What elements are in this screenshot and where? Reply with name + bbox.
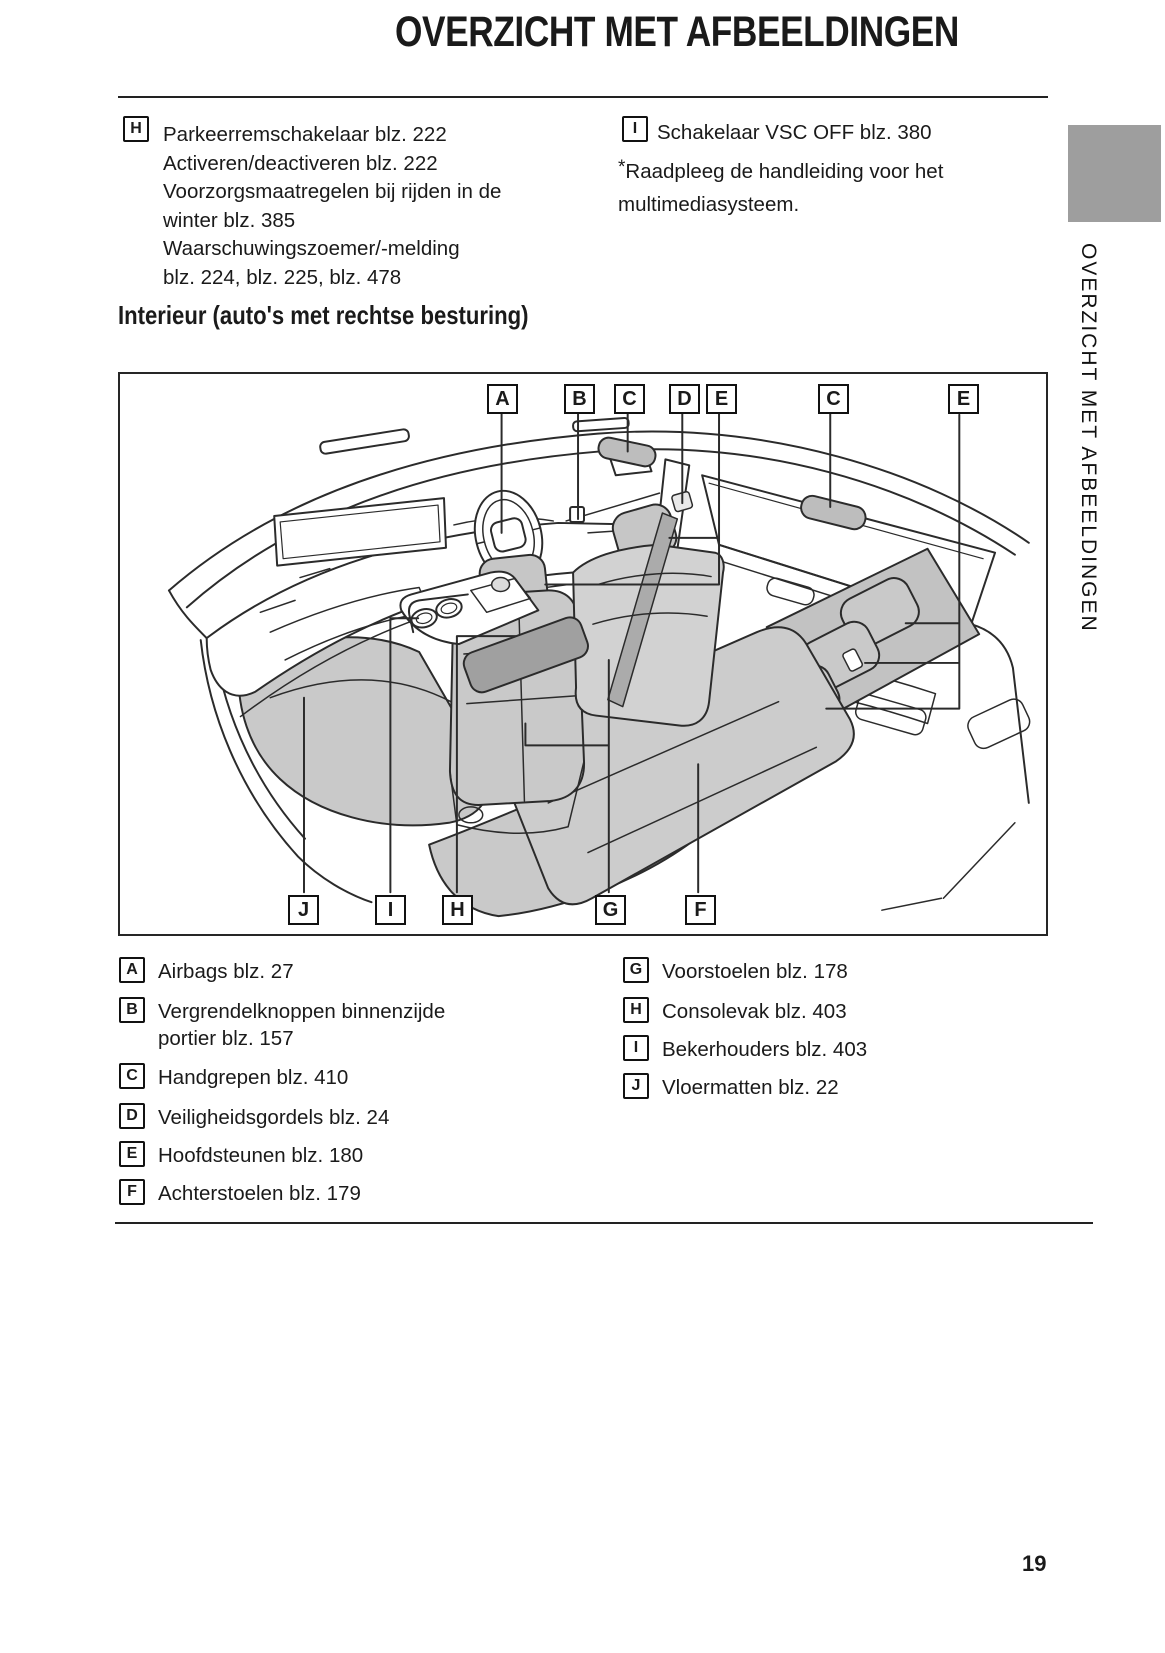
entry-line: Voorzorgsmaatregelen bij rijden in de	[163, 180, 502, 203]
legend-text-I: Bekerhouders blz. 403	[662, 1038, 868, 1061]
legend-text-H: Consolevak blz. 403	[662, 1000, 847, 1023]
sidebar-chapter-title: OVERZICHT MET AFBEELDINGEN	[1077, 243, 1100, 633]
legend-chip-D: D	[119, 1103, 145, 1129]
diagram-label-E1: E	[706, 384, 737, 414]
legend-chip-C: C	[119, 1063, 145, 1089]
legend-text-A: Airbags blz. 27	[158, 960, 294, 983]
footnote-line: *Raadpleeg de handleiding voor het	[618, 157, 944, 183]
legend-chip-H: H	[623, 997, 649, 1023]
legend-chip-F: F	[119, 1179, 145, 1205]
footnote-line: multimediasysteem.	[618, 193, 800, 216]
legend-text-J: Vloermatten blz. 22	[662, 1076, 839, 1099]
asterisk: *	[618, 157, 626, 178]
entry-line: Activeren/deactiveren blz. 222	[163, 151, 438, 175]
footer-rule	[115, 1222, 1093, 1224]
car-interior-drawing	[120, 374, 1046, 934]
diagram-label-J: J	[288, 895, 319, 925]
legend-item-G	[623, 957, 848, 985]
entry-H-text	[163, 121, 501, 292]
legend-chip-B: B	[119, 997, 145, 1023]
legend-chip-I: I	[623, 1035, 649, 1061]
entry-I-text: Schakelaar VSC OFF blz. 380	[657, 121, 932, 144]
legend-text-E: Hoofdsteunen blz. 180	[158, 1144, 364, 1167]
legend-text-D: Veiligheidsgordels blz. 24	[158, 1106, 390, 1129]
legend-chip-G: G	[623, 957, 649, 983]
section-heading: Interieur (auto's met rechtse besturing)	[118, 300, 529, 330]
legend-chip-E: E	[119, 1141, 145, 1167]
entry-line: winter blz. 385	[163, 208, 296, 232]
legend-text-C: Handgrepen blz. 410	[158, 1066, 349, 1089]
footnote	[618, 156, 943, 221]
diagram-label-D: D	[669, 384, 700, 414]
diagram-label-F: F	[685, 895, 716, 925]
diagram-label-H: H	[442, 895, 473, 925]
page-number: 19	[1022, 1551, 1047, 1576]
diagram-label-C1: C	[614, 384, 645, 414]
legend-item-I	[623, 1035, 867, 1063]
entry-line: Parkeerremschakelaar blz. 222	[163, 123, 447, 146]
entry-line: Waarschuwingszoemer/-melding	[163, 237, 460, 260]
legend-item-H	[623, 997, 847, 1025]
legend-text-B: Vergrendelknoppen binnenzijde portier blz. 157	[158, 1000, 446, 1050]
header-rule	[118, 96, 1048, 98]
legend-item-A	[119, 957, 294, 985]
diagram-label-C2: C	[818, 384, 849, 414]
legend-item-J	[623, 1073, 839, 1101]
legend-item-E	[119, 1141, 363, 1169]
entry-line: blz. 224, blz. 225, blz. 478	[163, 265, 402, 289]
legend-chip-I-top: I	[622, 116, 648, 142]
legend-chip-H-top: H	[123, 116, 149, 142]
diagram-label-B: B	[564, 384, 595, 414]
legend-item-D	[119, 1103, 389, 1131]
diagram-label-I: I	[375, 895, 406, 925]
legend-item-F	[119, 1179, 361, 1207]
legend-chip-J: J	[623, 1073, 649, 1099]
interior-diagram	[118, 372, 1048, 936]
legend-text-F: Achterstoelen blz. 179	[158, 1182, 361, 1205]
diagram-label-A: A	[487, 384, 518, 414]
chapter-tab-marker	[1068, 125, 1161, 222]
legend-item-C	[119, 1063, 348, 1091]
legend-item-B	[119, 997, 474, 1052]
legend-text-G: Voorstoelen blz. 178	[662, 960, 848, 983]
legend-chip-A: A	[119, 957, 145, 983]
diagram-label-G: G	[595, 895, 626, 925]
diagram-label-E2: E	[948, 384, 979, 414]
page-title: OVERZICHT MET AFBEELDINGEN	[395, 8, 959, 56]
